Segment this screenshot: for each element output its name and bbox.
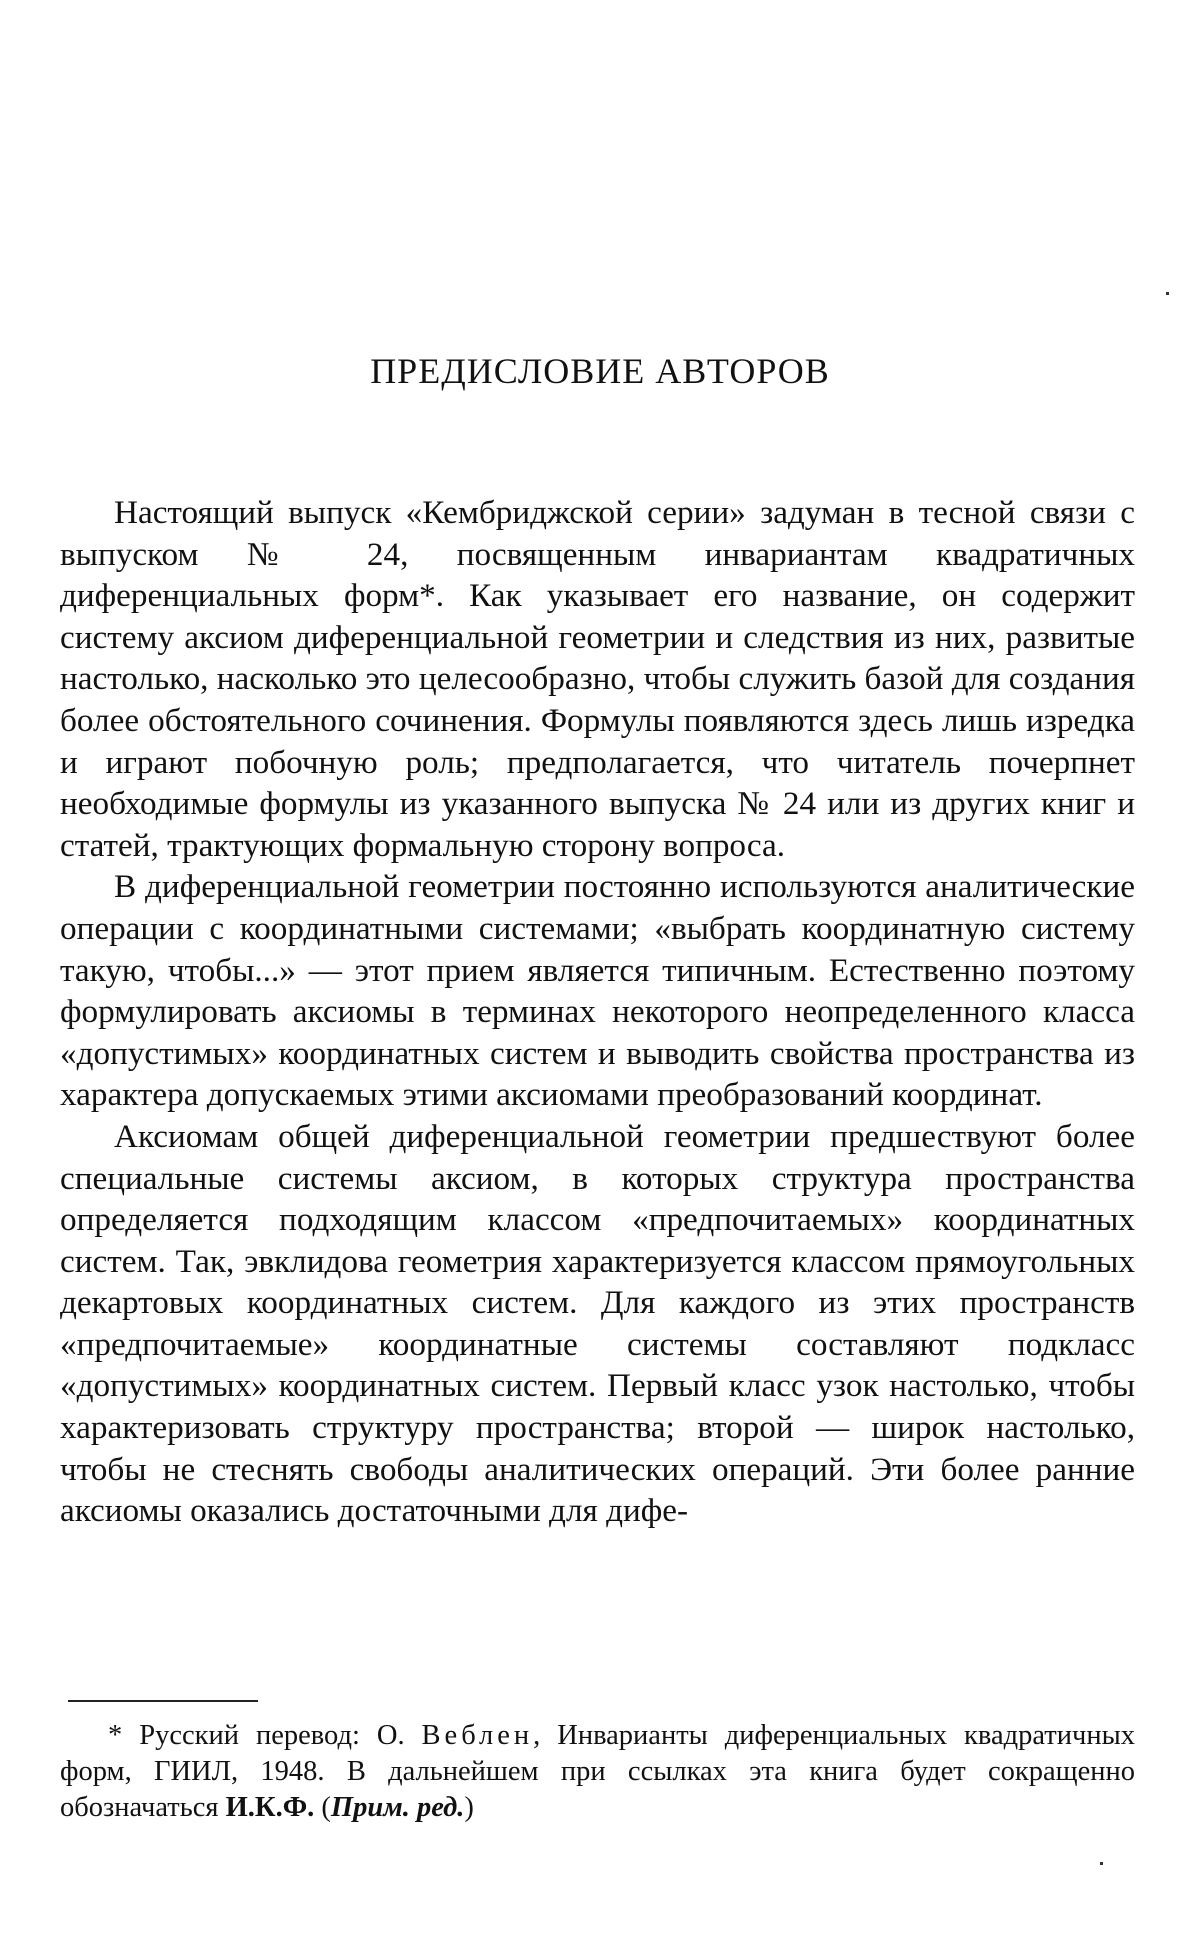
paragraph-1: Настоящий выпуск «Кембриджской серии» задуман в тесной связи с выпуском № 24, посвященным инвариантам квадратичных диференциальных форм*. Как указывает его название, он содержит систему аксиом диференциальной геометрии и следствия из них, развитые настолько, насколько это целесообразно, чтобы служить базой для создания более обстоятельного сочинения. Формулы появляются здесь лишь изредка и играют побочную роль; предполагается, что читатель почерпнет необходимые формулы из указанного выпуска № 24 или из других книг и статей, трактующих формальную сторону вопроса. — [60, 494, 1135, 864]
footnote-author: Веблен — [421, 1720, 534, 1751]
footnote-close-paren: ) — [464, 1792, 474, 1823]
footnote-editor-note: Прим. ред. — [330, 1792, 465, 1823]
footnote — [60, 1718, 1135, 1826]
scan-speck-top — [1166, 292, 1169, 295]
paragraph-3: Аксиомам общей диференциальной геометрии предшествуют более специальные системы аксиом, в которых структура пространства определяется подходящим классом «предпочитаемых» координатных систем. Так, эвклидова геометрия характеризуется классом прямоугольных декартовых координатных систем. Для каждого из этих пространств «предпочитаемые» координатные системы составляют подкласс «допустимых» координатных систем. Первый класс узок настолько, чтобы характеризовать структуру пространства; второй — широк настолько, чтобы не стеснять свободы аналитических операций. Эти более ранние аксиомы оказались достаточными для дифе- — [60, 1117, 1135, 1530]
page-title: ПРЕДИСЛОВИЕ АВТОРОВ — [370, 351, 830, 391]
footnote-open-paren: ( — [314, 1792, 331, 1823]
preface-body — [60, 492, 1135, 1532]
scan-speck-bottom — [1100, 1862, 1103, 1865]
paragraph-2: В диференциальной геометрии постоянно используются аналитические операции с координатными системами; «выбрать координатную систему такую, чтобы...» — этот прием является типичным. Естественно поэтому формулировать аксиомы в терминах некоторого неопределенного класса «допустимых» координатных систем и выводить свойства пространства из характера допускаемых этими аксиомами преобразований координат. — [60, 868, 1135, 1114]
footnote-lead: * Русский перевод: О. — [108, 1720, 422, 1751]
footnote-abbreviation: И.К.Ф. — [225, 1792, 315, 1823]
footnote-text: , Инварианты диференциальных квадратичных форм, ГИИЛ, 1948. В дальнейшем при ссылках эта книга будет сокращенно обозначаться — [60, 1720, 1135, 1823]
footnote-separator — [68, 1700, 258, 1702]
